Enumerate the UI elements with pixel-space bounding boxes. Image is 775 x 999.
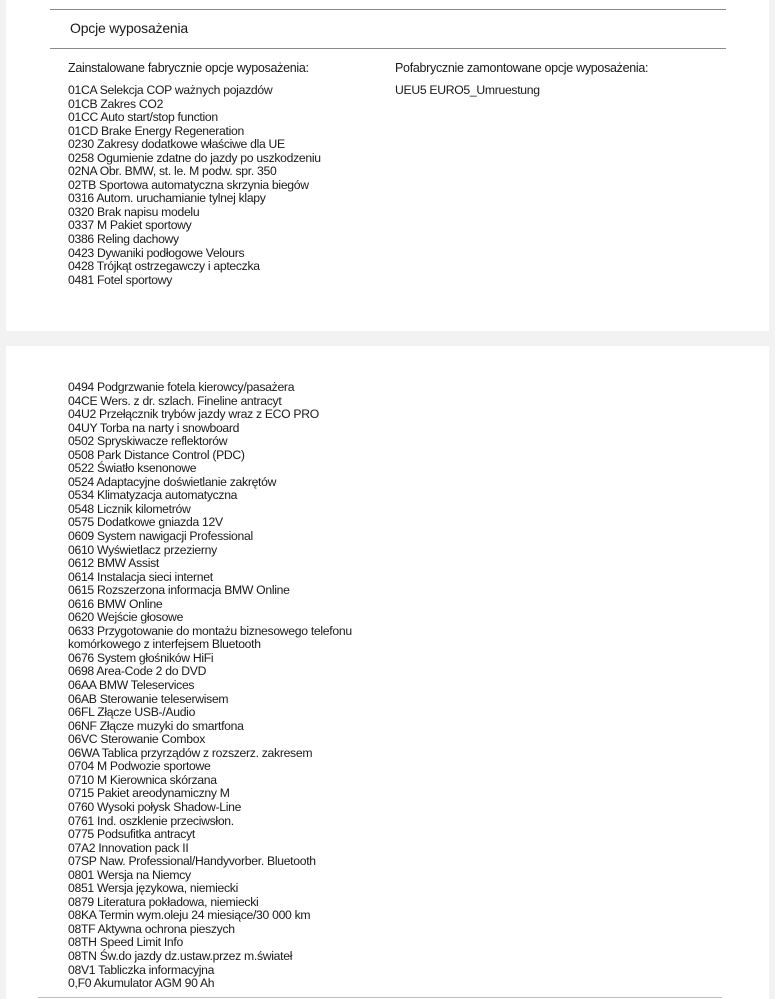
option-item: 0316 Autom. uruchamianie tylnej klapy [68,191,266,206]
option-item: 06AB Sterowanie teleserwisem [68,691,229,706]
option-item: 08TH Speed Limit Info [68,935,183,950]
option-item: 0633 Przygotowanie do montażu biznesowego telefonu [68,623,352,638]
option-item: 0698 Area-Code 2 do DVD [68,664,207,679]
option-item: 0879 Literatura pokładowa, niemiecki [68,894,259,909]
option-item: 0801 Wersja na Niemcy [68,867,191,882]
equipment-card-top [6,0,769,331]
option-item: komórkowego z interfejsem Bluetooth [68,637,261,652]
option-item: 0761 Ind. oszklenie przeciwsłon. [68,813,234,828]
option-item: 06WA Tablica przyrządów z rozszerz. zakresem [68,745,313,760]
option-item: 0508 Park Distance Control (PDC) [68,447,245,462]
option-item: 0575 Dodatkowe gniazda 12V [68,515,223,530]
option-item: 0524 Adaptacyjne doświetlanie zakrętów [68,474,277,489]
option-item: 0548 Licznik kilometrów [68,501,191,516]
option-item: 0534 Klimatyzacja automatyczna [68,488,238,503]
option-item: 0620 Wejście głosowe [68,610,184,625]
option-item: 06FL Złącze USB-/Audio [68,705,196,720]
option-item: 0522 Światło ksenonowe [68,461,197,476]
option-item: 01CA Selekcja COP ważnych pojazdów [68,83,273,97]
option-item: 01CD Brake Energy Regeneration [68,123,244,138]
option-item: UEU5 EURO5_Umruestung [395,83,540,97]
bottom-divider [38,997,722,998]
option-item: 0612 BMW Assist [68,556,159,571]
option-item: 0676 System głośników HiFi [68,650,214,665]
option-item: 0760 Wysoki połysk Shadow-Line [68,799,242,814]
option-item: 0320 Brak napisu modelu [68,204,200,219]
option-item: 0337 M Pakiet sportowy [68,218,192,233]
option-item: 04CE Wers. z dr. szlach. Fineline antracyt [68,393,282,408]
factory-options-list [68,84,321,287]
factory-options-heading: Zainstalowane fabrycznie opcje wyposażenia: [68,61,309,75]
option-item: 08V1 Tabliczka informacyjna [68,962,215,977]
option-item: 0481 Fotel sportowy [68,272,173,287]
option-item: 02TB Sportowa automatyczna skrzynia biegów [68,177,309,192]
option-item: 01CC Auto start/stop function [68,110,218,125]
option-item: 0615 Rozszerzona informacja BMW Online [68,583,290,598]
option-item: 0386 Reling dachowy [68,232,179,247]
option-item: 0704 M Podwozie sportowe [68,759,211,774]
option-item: 04U2 Przełącznik trybów jazdy wraz z ECO PRO [68,407,319,422]
top-divider [50,9,726,10]
option-item: 0710 M Kierownica skórzana [68,772,217,787]
option-item: 08KA Termin wym.oleju 24 miesiące/30 000 km [68,908,311,923]
option-item: 0428 Trójkąt ostrzegawczy i apteczka [68,259,260,274]
option-item: 06NF Złącze muzyki do smartfona [68,718,244,733]
option-item: 08TN Św.do jazdy dz.ustaw.przez m.świateł [68,948,293,963]
option-item: 0230 Zakresy dodatkowe właściwe dla UE [68,137,285,152]
option-item: 04UY Torba na narty i snowboard [68,420,240,435]
title-divider [50,48,726,49]
option-item: 0609 System nawigacji Professional [68,529,253,544]
post-factory-options-list [395,84,540,98]
option-item: 0715 Pakiet areodynamiczny M [68,786,230,801]
option-item: 02NA Obr. BMW, st. le. M podw. spr. 350 [68,164,277,179]
option-item: 0775 Podsufitka antracyt [68,827,195,842]
option-item: 0616 BMW Online [68,596,163,611]
option-item: 06AA BMW Teleservices [68,678,195,693]
option-item: 07SP Naw. Professional/Handyvorber. Bluetooth [68,854,316,869]
option-item: 0258 Ogumienie zdatne do jazdy po uszkodzeniu [68,150,321,165]
option-item: 07A2 Innovation pack II [68,840,189,855]
equipment-card-bottom [6,346,769,999]
option-item: 0614 Instalacja sieci internet [68,569,213,584]
option-item: 0851 Wersja językowa, niemiecki [68,881,238,896]
option-item: 0423 Dywaniki podłogowe Velours [68,245,245,260]
post-factory-options-heading: Pofabrycznie zamontowane opcje wyposażenia: [395,61,649,75]
factory-options-list-continued [68,381,352,991]
option-item: 01CB Zakres CO2 [68,96,164,111]
option-item: 0,F0 Akumulator AGM 90 Ah [68,976,215,991]
option-item: 06VC Sterowanie Combox [68,732,206,747]
section-title: Opcje wyposażenia [70,20,188,36]
option-item: 0494 Podgrzwanie fotela kierowcy/pasażera [68,380,295,394]
option-item: 0610 Wyświetlacz przezierny [68,542,217,557]
option-item: 0502 Spryskiwacze reflektorów [68,434,228,449]
option-item: 08TF Aktywna ochrona pieszych [68,921,235,936]
